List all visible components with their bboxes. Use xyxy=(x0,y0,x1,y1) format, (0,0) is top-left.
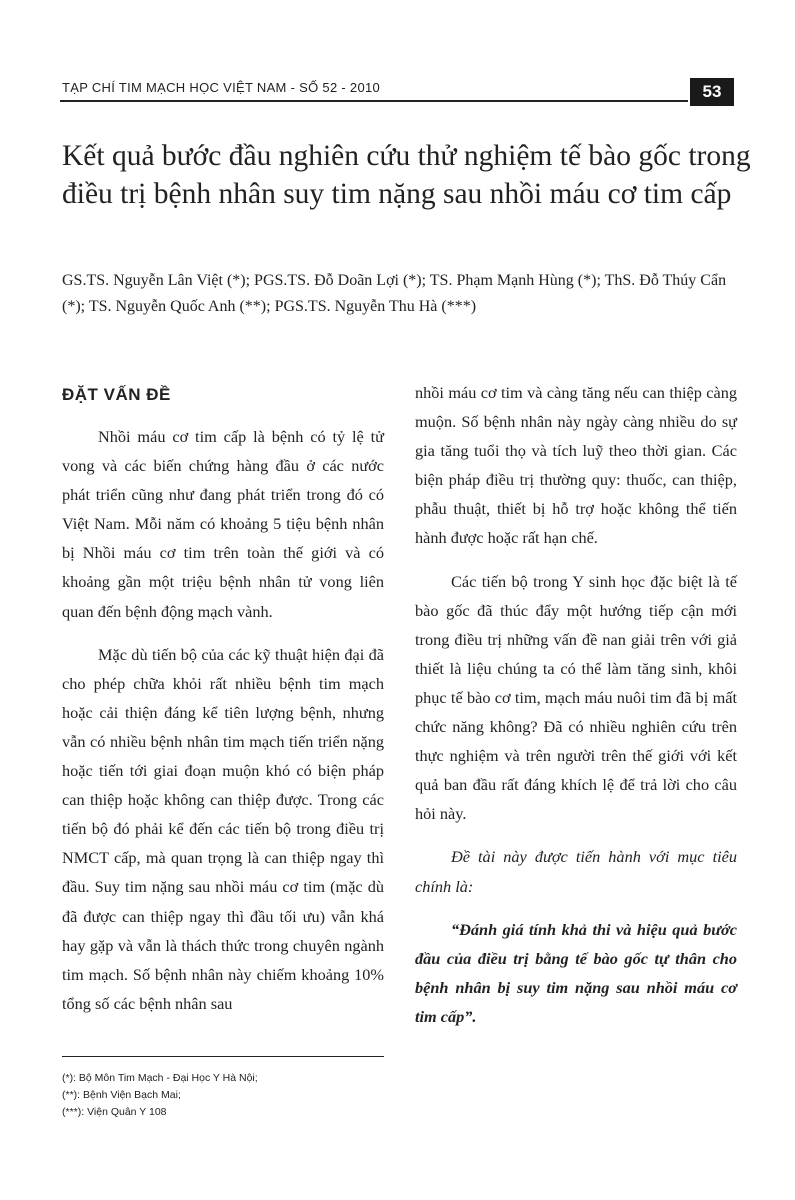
section-heading: ĐẶT VẤN ĐỀ xyxy=(62,385,171,404)
footnote: (**): Bệnh Viện Bạch Mai; xyxy=(62,1089,181,1101)
footnote: (***): Viện Quân Y 108 xyxy=(62,1106,167,1118)
left-column xyxy=(62,384,384,1018)
author-list: GS.TS. Nguyễn Lân Việt (*); PGS.TS. Đỗ Doãn Lợi (*); TS. Phạm Mạnh Hùng (*); ThS. Đỗ Thúy Cẩn (*); TS. Nguyễn Quốc Anh (**); PGS.TS. Nguyễn Thu Hà (***) xyxy=(62,272,727,315)
right-column xyxy=(415,378,737,1031)
paragraph: Các tiến bộ trong Y sinh học đặc biệt là tế bào gốc đã thúc đẩy một hướng tiếp cận mới trong điều trị những vấn đề nan giải trên với giả thiết là liệu chúng ta có thể làm tăng sinh, khôi phục tế bào cơ tim, mạch máu nuôi tim đã bị mất chức năng không? Đã có nhiều nghiên cứu trên thực nghiệm và trên người trên thế giới với kết quả ban đầu rất đáng khích lệ để trả lời cho câu hỏi này. xyxy=(415,571,737,824)
article-title: Kết quả bước đầu nghiên cứu thử nghiệm tế bào gốc trong điều trị bệnh nhân suy tim nặng sau nhồi máu cơ tim cấp xyxy=(62,140,751,210)
paragraph: nhồi máu cơ tim và càng tăng nếu can thiệp càng muộn. Số bệnh nhân này ngày càng nhiều do sự gia tăng tuổi thọ và tích luỹ theo thời gian. Các biện pháp điều trị thường quy: thuốc, can thiệp, phẫu thuật, thiết bị hỗ trợ hoặc không thể tiến hành được hoặc rất hạn chế. xyxy=(415,383,737,548)
aim-intro: Đề tài này được tiến hành với mục tiêu chính là: xyxy=(415,847,737,896)
header-rule xyxy=(60,100,688,102)
footnote: (*): Bộ Môn Tim Mạch - Đại Học Y Hà Nội; xyxy=(62,1072,258,1084)
paragraph: Mặc dù tiến bộ của các kỹ thuật hiện đại đã cho phép chữa khỏi rất nhiều bệnh tim mạch hoặc cải thiện đáng kể tiên lượng bệnh, nhưng vẫn có nhiều bệnh nhân tim mạch tiến triển nặng hoặc tiến tới giai đoạn muộn khó có biện pháp can thiệp hoặc không can thiệp được. Trong các tiến bộ đó phải kể đến các tiến bộ trong điều trị NMCT cấp, mà quan trọng là can thiệp ngay thì đầu. Suy tim nặng sau nhồi máu cơ tim (mặc dù đã được can thiệp ngay thì đầu tối ưu) vẫn khá hay gặp và vẫn là thách thức trong chuyên ngành tim mạch. Số bệnh nhân này chiếm khoảng 10% tổng số các bệnh nhân sau xyxy=(62,644,384,1013)
footnote-rule xyxy=(62,1056,384,1057)
study-aim: “Đánh giá tính khả thi và hiệu quả bước đầu của điều trị bằng tế bào gốc tự thân cho bệnh nhân bị suy tim nặng sau nhồi máu cơ tim cấp”. xyxy=(415,919,737,1026)
footnotes xyxy=(62,1070,258,1121)
paragraph: Nhồi máu cơ tim cấp là bệnh có tỷ lệ tử vong và các biến chứng hàng đầu ở các nước phát triển cũng như đang phát triển trong đó có Việt Nam. Mỗi năm có khoảng 5 tiệu bệnh nhân bị Nhồi máu cơ tim trên toàn thế giới và có khoảng gần một triệu bệnh nhân tử vong liên quan đến bệnh động mạch vành. xyxy=(62,427,384,621)
page-number: 53 xyxy=(690,78,734,106)
journal-header: TẠP CHÍ TIM MẠCH HỌC VIỆT NAM - SỐ 52 - 2010 xyxy=(62,80,381,95)
